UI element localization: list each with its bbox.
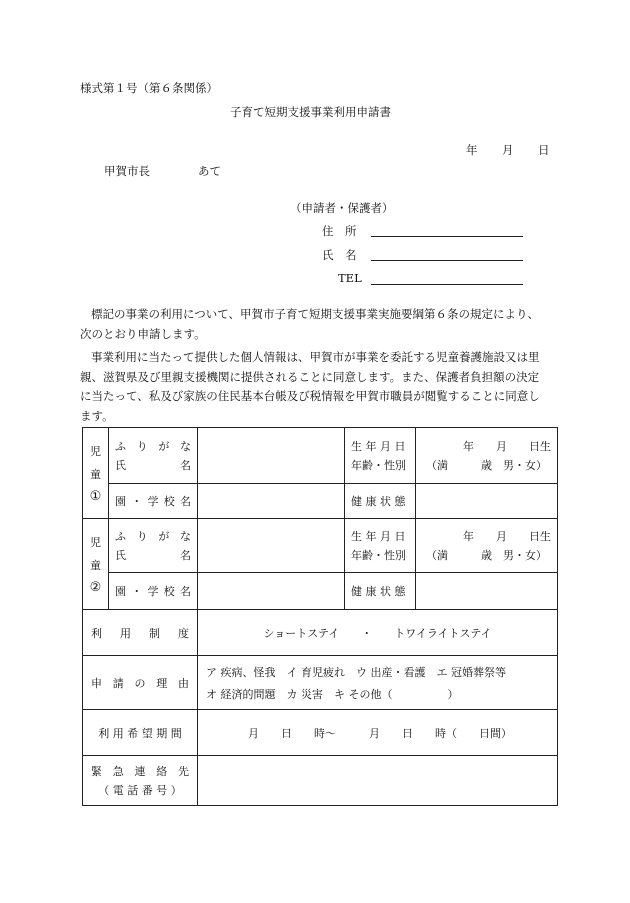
child1-health-field[interactable] xyxy=(416,484,558,519)
consent-paragraph: 事業利用に当たって提供した個人情報は、甲賀市が事業を委託する児童養護施設又は里親、滋賀県及び里親支援機関に提供されることに同意します。また、保護者負担額の決定に当たって、私及び家族の住民基本台帳及び税情報を甲賀市職員が閲覧することに同意します。 xyxy=(80,350,540,423)
child1-name-field[interactable] xyxy=(198,428,345,484)
child-label-char: 童 xyxy=(90,467,101,481)
page-title: 子育て短期支援事業利用申請書 xyxy=(230,105,391,119)
health-label: 健 康 状 態 xyxy=(345,573,416,610)
child2-school-row xyxy=(83,573,558,610)
child1-mark: ① xyxy=(89,488,102,504)
child1-label-cell xyxy=(83,428,109,519)
school-label: 園 ・ 学 校 名 xyxy=(109,573,198,610)
address-label: 住 所 xyxy=(322,224,357,238)
furigana-name-label: ふ り が な 氏 名 xyxy=(109,519,198,573)
child2-school-field[interactable] xyxy=(198,573,345,610)
birth-age-label: 生 年 月 日 年齢・性別 xyxy=(345,519,416,573)
period-row xyxy=(83,710,558,756)
usage-system-label: 利 用 制 度 xyxy=(83,610,198,656)
child2-name-field[interactable] xyxy=(198,519,345,573)
child2-mark: ② xyxy=(89,579,102,595)
reason-line-1: ア 疾病、怪我 イ 育児疲れ ウ 出産・看護 エ 冠婚葬祭等 xyxy=(206,665,506,679)
reason-label: 申 請 の 理 由 xyxy=(83,656,198,710)
purpose-paragraph: 標記の事業の利用について、甲賀市子育て短期支援事業実施要綱第６条の規定により、次のとおり申請します。 xyxy=(80,307,540,341)
birth-age-label: 生 年 月 日 年齢・性別 xyxy=(345,428,416,484)
usage-system-row xyxy=(83,610,558,656)
child-label-char: 児 xyxy=(90,535,101,549)
application-table xyxy=(82,427,558,806)
reason-line-2: オ 経済的問題 カ 災害 キ その他（ ） xyxy=(206,687,459,701)
date-year: 年 xyxy=(466,143,478,157)
addressee-suffix: あて xyxy=(198,164,221,178)
child1-school-row xyxy=(83,484,558,519)
health-label: 健 康 状 態 xyxy=(345,484,416,519)
emergency-row xyxy=(83,756,558,806)
child2-name-row xyxy=(83,519,558,573)
emergency-label: 緊 急 連 絡 先 （ 電 話 番 号 ） xyxy=(83,756,198,806)
emergency-field[interactable] xyxy=(198,756,558,806)
tel-label: TEL xyxy=(338,271,362,285)
child-label-char: 児 xyxy=(90,444,101,458)
furigana-name-label: ふ り が な 氏 名 xyxy=(109,428,198,484)
child1-birth-field[interactable]: 年 月 日生 （満 歳 男・女） xyxy=(416,428,558,484)
reason-row xyxy=(83,656,558,710)
date-month: 月 xyxy=(502,143,514,157)
applicant-heading: （申請者・保護者） xyxy=(290,201,394,215)
reason-options[interactable] xyxy=(198,656,558,710)
child2-label-cell xyxy=(83,519,109,610)
date-day: 日 xyxy=(538,143,550,157)
child2-health-field[interactable] xyxy=(416,573,558,610)
name-label: 氏 名 xyxy=(322,248,357,262)
school-label: 園 ・ 学 校 名 xyxy=(109,484,198,519)
address-line[interactable] xyxy=(371,236,523,237)
child-label-char: 童 xyxy=(90,558,101,572)
child1-school-field[interactable] xyxy=(198,484,345,519)
child2-birth-field[interactable]: 年 月 日生 （満 歳 男・女） xyxy=(416,519,558,573)
name-line[interactable] xyxy=(371,260,523,261)
child1-name-row xyxy=(83,428,558,484)
period-label: 利 用 希 望 期 間 xyxy=(83,710,198,756)
form-number: 様式第１号（第６条関係） xyxy=(80,81,218,95)
tel-line[interactable] xyxy=(371,284,523,285)
addressee: 甲賀市長 xyxy=(104,164,150,178)
usage-system-options[interactable]: ショートステイ ・ トワイライトステイ xyxy=(198,610,558,656)
period-field[interactable]: 月 日 時～ 月 日 時（ 日間） xyxy=(198,710,558,756)
